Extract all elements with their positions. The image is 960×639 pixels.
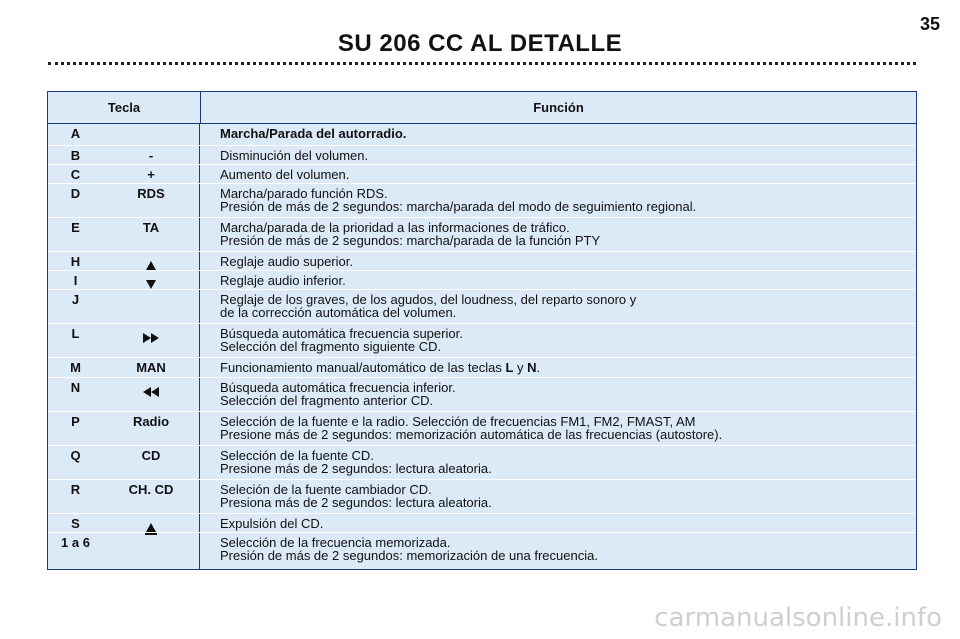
table-row [48,324,916,358]
row-button-label [103,514,200,532]
row-key-letter: D [70,186,81,201]
function-line: Presión de más de 2 segundos: marcha/parada del modo de seguimiento regional. [220,199,697,214]
table-row [48,446,916,480]
row-button-label: TA [103,218,200,251]
function-line: Presión de más de 2 segundos: memorización de una frecuencia. [220,548,598,563]
fast-forward-icon [143,333,159,343]
table-row [48,124,916,146]
table-row [48,218,916,252]
row-key-letter: N [70,380,81,395]
page-title: SU 206 CC AL DETALLE [337,30,623,57]
row-key-letter: H [70,254,81,269]
row-button-label [103,324,200,357]
header-function: Función [533,100,584,115]
function-line: Reglaje audio superior. [220,254,353,269]
row-button-label: + [103,165,200,183]
function-line: Reglaje audio inferior. [220,273,346,288]
function-line: Presiona más de 2 segundos: lectura aleatoria. [220,495,492,510]
table-row [48,290,916,324]
function-line: Selección de la fuente CD. [220,448,374,463]
controls-table [47,91,917,570]
table-row [48,358,916,378]
row-button-label: Radio [103,412,200,445]
row-key-letter: Q [70,448,81,463]
function-line: Presione más de 2 segundos: memorización automática de las frecuencias (autostore). [220,427,723,442]
table-header [48,92,916,124]
header-key: Tecla [48,92,201,123]
function-line: Búsqueda automática frecuencia inferior. [220,380,456,395]
table-row [48,378,916,412]
table-row [48,184,916,218]
row-button-label: - [103,146,200,164]
row-function-text [200,358,916,377]
row-button-label [103,533,200,569]
function-line: Selección del fragmento siguiente CD. [220,339,442,354]
row-button-label: CD [103,446,200,479]
function-line: Reglaje de los graves, de los agudos, del loudness, del reparto sonoro y [220,292,637,307]
page-number: 35 [919,14,940,34]
row-function-text [200,446,916,479]
row-function-text [200,290,916,323]
row-button-label: CH. CD [103,480,200,513]
table-body [48,124,916,569]
function-line: Marcha/parada de la prioridad a las informaciones de tráfico. [220,220,570,235]
row-function-text [200,514,916,532]
row-function-text [200,124,916,145]
row-function-text [200,146,916,164]
row-function-text [200,324,916,357]
row-function-text [200,218,916,251]
row-key-letter: A [70,126,81,141]
row-button-label [103,124,200,145]
function-line: Marcha/Parada del autorradio. [220,126,407,141]
row-key-letter: S [71,516,80,531]
row-button-label [103,290,200,323]
triangle-down-icon [146,280,156,289]
table-row [48,412,916,446]
row-key-letter: C [70,167,81,182]
row-key-letter: R [70,482,81,497]
row-button-label: RDS [103,184,200,217]
row-key-letter: L [71,326,80,341]
row-function-text [200,533,916,569]
watermark: carmanualsonline.info [654,603,942,633]
function-line: Marcha/parado función RDS. [220,186,388,201]
row-function-text [200,165,916,183]
row-key-letter: M [70,360,81,375]
function-line: Seleción de la fuente cambiador CD. [220,482,432,497]
row-function-text [200,378,916,411]
dotted-divider [48,62,916,65]
row-key-letter: B [70,148,81,163]
function-line: Presión de más de 2 segundos: marcha/parada de la función PTY [220,233,601,248]
table-row [48,252,916,271]
table-row [48,271,916,290]
row-key-letter: J [71,292,80,307]
function-line: Presione más de 2 segundos: lectura aleatoria. [220,461,492,476]
function-line: Aumento del volumen. [220,167,350,182]
row-button-label: MAN [103,358,200,377]
table-row [48,480,916,514]
function-line: Funcionamiento manual/automático de las teclas L y N. [220,360,541,375]
function-line: Selección del fragmento anterior CD. [220,393,434,408]
table-row [48,514,916,533]
row-function-text [200,271,916,289]
triangle-up-icon [146,261,156,270]
row-key-letter: 1 a 6 [61,535,90,550]
row-function-text [200,252,916,270]
row-button-label [103,252,200,270]
row-function-text [200,480,916,513]
table-row [48,146,916,165]
row-button-label [103,378,200,411]
rewind-icon [143,387,159,397]
row-button-label [103,271,200,289]
row-key-letter: P [71,414,80,429]
function-line: Selección de la frecuencia memorizada. [220,535,451,550]
function-line: Selección de la fuente e la radio. Selección de frecuencias FM1, FM2, FMAST, AM [220,414,696,429]
function-line: Búsqueda automática frecuencia superior. [220,326,463,341]
table-row [48,533,916,569]
row-function-text [200,184,916,217]
function-line: Disminución del volumen. [220,148,369,163]
function-line: de la corrección automática del volumen. [220,305,457,320]
row-function-text [200,412,916,445]
function-line: Expulsión del CD. [220,516,324,531]
row-key-letter: I [73,273,78,288]
table-row [48,165,916,184]
row-key-letter: E [71,220,80,235]
